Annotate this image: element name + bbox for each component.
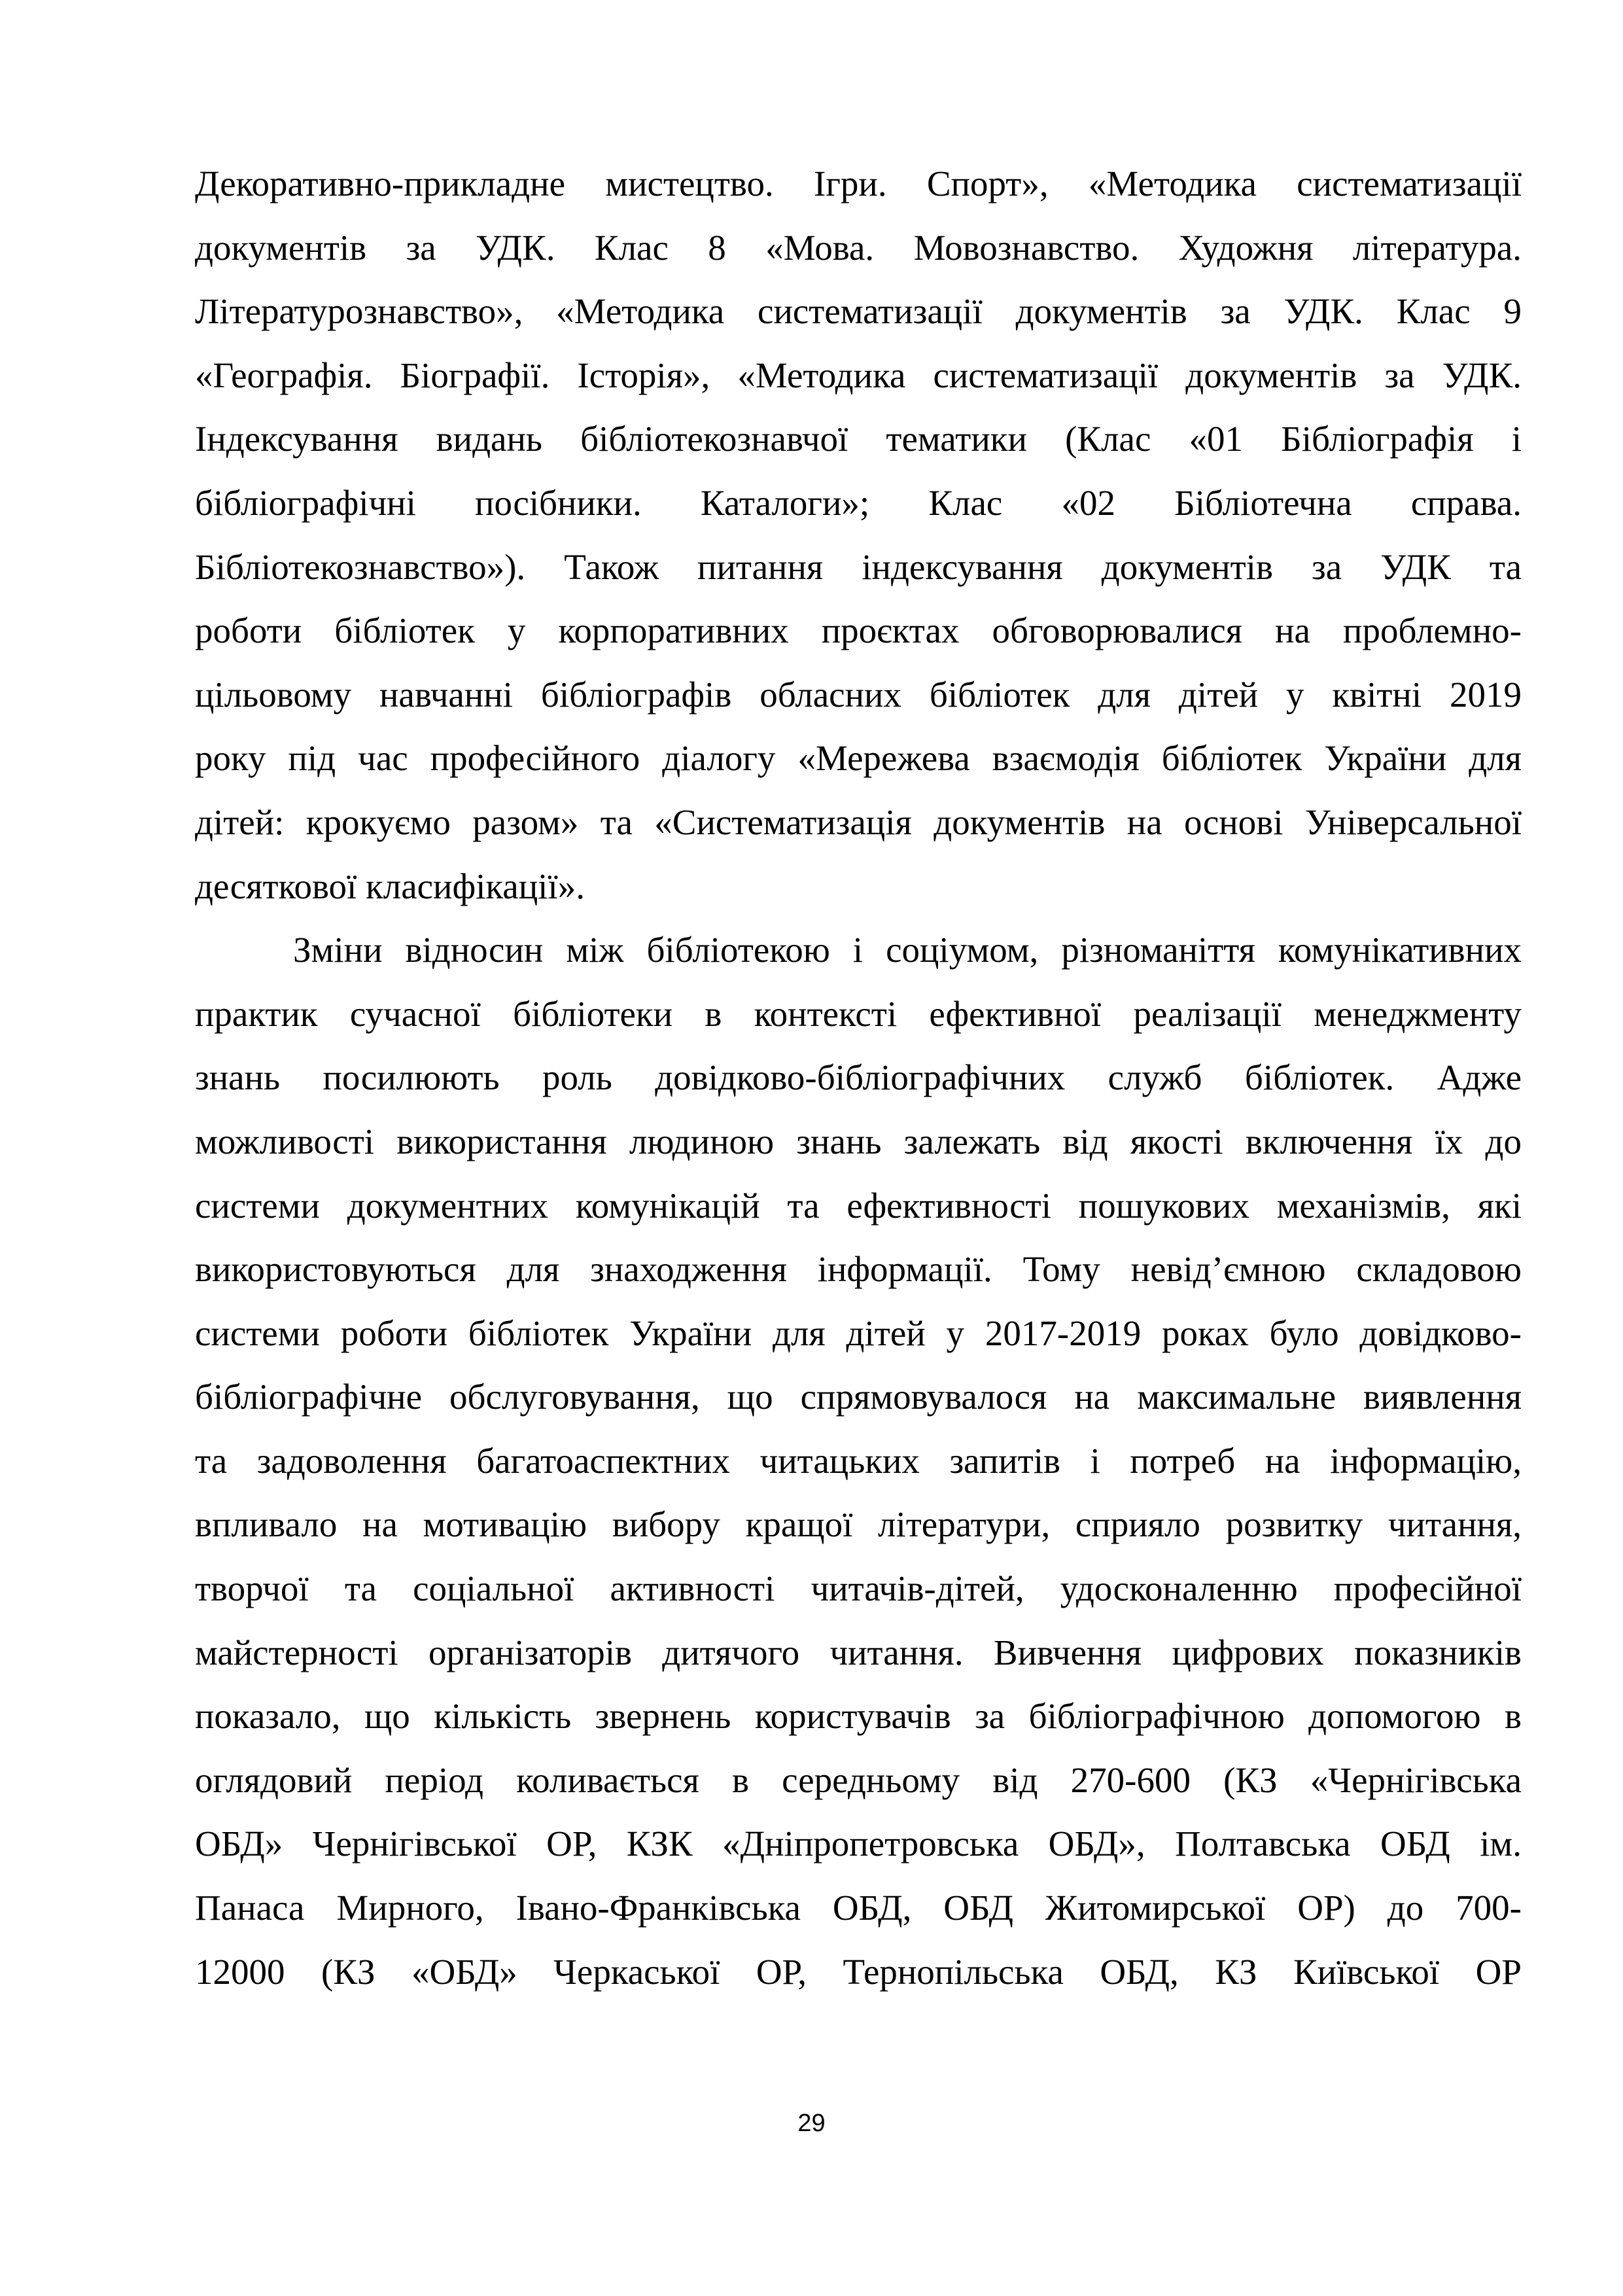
text-line: практик сучасної бібліотеки в контексті ефективної реалізації менеджменту — [195, 993, 1522, 1034]
text-line: системи роботи бібліотек України для дітей у 2017-2019 роках було довідково- — [195, 1313, 1522, 1353]
text-line: оглядовий період коливається в середньому від 270-600 (КЗ «Чернігівська — [195, 1759, 1522, 1800]
text-line: можливості використання людиною знань залежать від якості включення їх до — [195, 1121, 1522, 1161]
text-line: знань посилюють роль довідково-бібліографічних служб бібліотек. Адже — [195, 1057, 1522, 1098]
text-line: Бібліотекознавство»). Також питання індексування документів за УДК та — [195, 546, 1522, 587]
text-line: ОБД» Чернігівської ОР, КЗК «Дніпропетровська ОБД», Полтавська ОБД ім. — [195, 1824, 1522, 1864]
text-line: роботи бібліотек у корпоративних проєктах обговорювалися на проблемно- — [195, 610, 1522, 651]
text-line: майстерності організаторів дитячого читання. Вивчення цифрових показників — [195, 1632, 1522, 1672]
text-line: та задоволення багатоаспектних читацьких запитів і потреб на інформацію, — [195, 1440, 1522, 1481]
text-line: творчої та соціальної активності читачів-дітей, удосконаленню професійної — [195, 1568, 1522, 1609]
text-line-paragraph-start: Зміни відносин між бібліотекою і соціумом, різноманіття комунікативних — [293, 930, 1522, 970]
text-line: впливало на мотивацію вибору кращої літератури, сприяло розвитку читання, — [195, 1504, 1522, 1545]
text-line: Літературознавство», «Методика систематизації документів за УДК. Клас 9 — [195, 291, 1522, 332]
text-line: цільовому навчанні бібліографів обласних бібліотек для дітей у квітні 2019 — [195, 674, 1522, 715]
page-number: 29 — [797, 2110, 826, 2137]
text-line: бібліографічні посібники. Каталоги»; Клас «02 Бібліотечна справа. — [195, 482, 1522, 523]
text-line: Панаса Мирного, Івано-Франківська ОБД, ОБД Житомирської ОР) до 700- — [195, 1888, 1522, 1928]
text-line: показало, що кількість звернень користувачів за бібліографічною допомогою в — [195, 1696, 1522, 1737]
text-line: використовуються для знаходження інформації. Тому невід’ємною складовою — [195, 1249, 1522, 1290]
text-line: 12000 (КЗ «ОБД» Черкаської ОР, Тернопільська ОБД, КЗ Київської ОР — [195, 1951, 1522, 1992]
text-line: дітей: крокуємо разом» та «Систематизація документів на основі Універсальної — [195, 802, 1522, 842]
text-line: документів за УДК. Клас 8 «Мова. Мовознавство. Художня література. — [195, 227, 1522, 268]
text-line: року під час професійного діалогу «Мережева взаємодія бібліотек України для — [195, 738, 1522, 779]
text-line: десяткової класифікації». — [195, 866, 585, 906]
text-line: бібліографічне обслуговування, що спрямовувалося на максимальне виявлення — [195, 1377, 1522, 1417]
text-line: «Географія. Біографії. Історія», «Методика систематизації документів за УДК. — [195, 355, 1522, 395]
text-line: Декоративно-прикладне мистецтво. Ігри. Спорт», «Методика систематизації — [195, 164, 1522, 203]
text-line: Індексування видань бібліотекознавчої тематики (Клас «01 Бібліографія і — [195, 419, 1522, 459]
body-text — [195, 152, 1522, 2004]
text-line: системи документних комунікацій та ефективності пошукових механізмів, які — [195, 1185, 1522, 1226]
